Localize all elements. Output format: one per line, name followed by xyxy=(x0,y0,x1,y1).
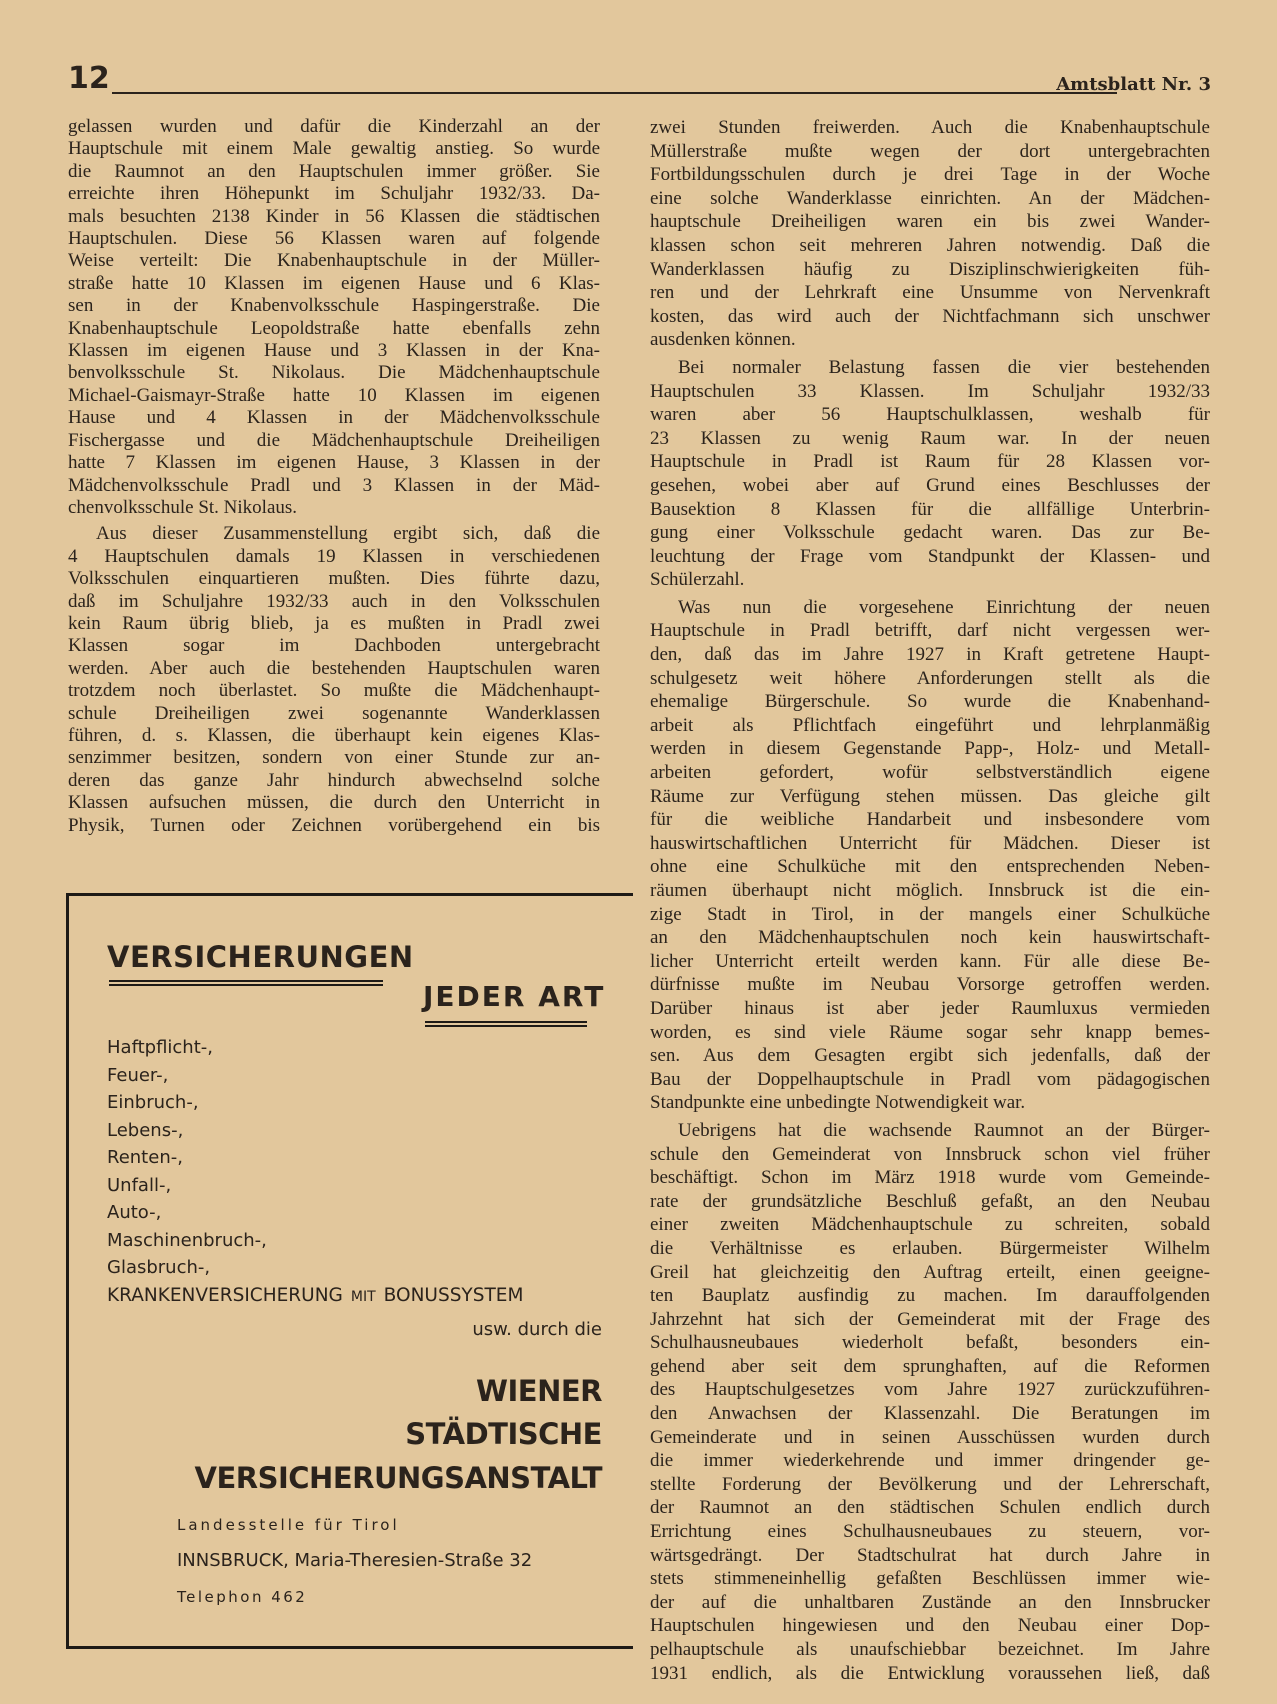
text-line: schule den Gemeinderat von Innsbruck schon viel früher xyxy=(650,1143,1210,1165)
text-line: hauptschule Dreiheiligen waren ein bis zwei Wander- xyxy=(650,211,1210,233)
text-line: ausdenken können. xyxy=(650,329,796,351)
text-line: Schülerzahl. xyxy=(650,569,745,591)
text-line: Wanderklassen häufig zu Disziplinschwierigkeiten füh- xyxy=(650,258,1210,280)
text-line: Bau der Doppelhauptschule in Pradl vom pädagogischen xyxy=(650,1068,1210,1090)
ad-phone: Telephon 462 xyxy=(177,1588,308,1606)
text-line: klassen schon seit mehreren Jahren notwendig. Daß die xyxy=(650,234,1210,256)
text-line: Physik, Turnen oder Zeichnen vorübergehend ein bis xyxy=(68,814,600,836)
ad-health-main: KRANKENVERSICHERUNG xyxy=(107,1285,343,1306)
text-line: trotzdem noch überlastet. So mußte die Mädchenhaupt- xyxy=(68,680,600,702)
text-line: stellte Forderung der Bevölkerung und der Lehrerschaft, xyxy=(650,1473,1210,1495)
text-line: Bei normaler Belastung fassen die vier bestehenden xyxy=(678,356,1210,378)
text-line: ren und der Lehrkraft eine Unsumme von Nervenkraft xyxy=(650,282,1210,304)
paragraph xyxy=(68,116,600,519)
text-line: worden, es sind viele Räume sogar sehr knapp bemes- xyxy=(650,1021,1210,1043)
text-line: an den Mädchenhauptschulen noch kein hauswirtschaft- xyxy=(650,927,1210,949)
ad-address: INNSBRUCK, Maria-Theresien-Straße 32 xyxy=(177,1550,533,1571)
insurance-type-list xyxy=(107,1034,267,1282)
text-line: mals besuchten 2138 Kinder in 56 Klassen die städtischen xyxy=(68,205,600,227)
text-line: Volksschulen einquartieren mußten. Dies führte dazu, xyxy=(68,568,600,590)
text-line: räumen überhaupt nicht möglich. Innsbruck ist die ein- xyxy=(650,880,1210,901)
text-line: zwei Stunden freiwerden. Auch die Knabenhauptschule xyxy=(650,117,1210,138)
text-line: die Verhältnisse es erlauben. Bürgermeister Wilhelm xyxy=(650,1237,1210,1259)
text-line: Müllerstraße mußte wegen der dort untergebrachten xyxy=(650,140,1210,162)
ad-health-system: BONUSSYSTEM xyxy=(383,1285,524,1306)
paragraph xyxy=(68,523,600,837)
text-line: kosten, das wird auch der Nichtfachmann sich unschwer xyxy=(650,305,1210,327)
text-line: 23 Klassen zu wenig Raum war. In der neuen xyxy=(650,427,1210,449)
left-text-column xyxy=(68,116,600,841)
text-line: den, daß das im Jahre 1927 in Kraft getretene Haupt- xyxy=(650,644,1210,666)
text-line: Hause und 4 Klassen in der Mädchenvolksschule xyxy=(68,407,600,429)
ad-double-rule xyxy=(425,1021,587,1027)
insurance-type-item: Einbruch-, xyxy=(107,1092,199,1113)
text-line: Klassen im eigenen Hause und 3 Klassen in der Kna- xyxy=(68,340,600,362)
text-line: der Raumnot an den städtischen Schulen endlich durch xyxy=(650,1497,1210,1519)
ad-health-insurance xyxy=(107,1285,523,1306)
text-line: Räume zur Verfügung stehen müssen. Das gleiche gilt xyxy=(650,785,1210,807)
text-line: Mädchenvolksschule Pradl und 3 Klassen in der Mäd- xyxy=(68,474,600,496)
text-line: Greil hat gleichzeitig den Auftrag erteilt, einen geeigne- xyxy=(650,1261,1210,1283)
text-line: Bausektion 8 Klassen für die allfällige Unterbrin- xyxy=(650,498,1210,520)
text-line: erreichte ihren Höhepunkt im Schuljahr 1932/33. Da- xyxy=(68,183,600,205)
text-line: sen. Aus dem Gesagten ergibt sich jedenfalls, daß der xyxy=(650,1045,1210,1067)
text-line: führen, d. s. Klassen, die überhaupt kein eigenes Klas- xyxy=(68,724,600,746)
text-line: deren das ganze Jahr hindurch abwechselnd solche xyxy=(68,769,600,791)
text-line: ten Bauplatz ausfindig zu machen. Im darauffolgenden xyxy=(650,1285,1210,1307)
text-line: arbeit als Pflichtfach eingeführt und lehrplanmäßig xyxy=(650,714,1210,736)
text-line: zige Stadt in Tirol, in der mangels einer Schulküche xyxy=(650,903,1210,925)
text-line: beschäftigt. Schon im März 1918 wurde vom Gemeinde- xyxy=(650,1167,1210,1189)
text-line: Knabenhauptschule Leopoldstraße hatte ebenfalls zehn xyxy=(68,317,600,339)
page-number: 12 xyxy=(68,61,110,96)
text-line: Uebrigens hat die wachsende Raumnot an der Bürger- xyxy=(678,1119,1210,1141)
text-line: einer zweiten Mädchenhauptschule zu schreiten, sobald xyxy=(650,1214,1210,1236)
text-line: gehend aber seit dem sprunghaften, auf die Reformen xyxy=(650,1355,1210,1377)
text-line: Hauptschulen hingewiesen und den Neubau einer Dop- xyxy=(650,1615,1210,1637)
text-line: werden. Aber auch die bestehenden Hauptschulen waren xyxy=(68,657,600,679)
text-line: Hauptschulen 33 Klassen. Im Schuljahr 1932/33 xyxy=(650,380,1210,402)
text-line: rate der grundsätzliche Beschluß gefaßt, an den Neubau xyxy=(650,1190,1210,1212)
ad-company-line: STÄDTISCHE xyxy=(405,1417,602,1451)
text-line: gung einer Volksschule gedacht waren. Das zur Be- xyxy=(650,522,1210,544)
text-line: Fischergasse und die Mädchenhauptschule Dreiheiligen xyxy=(68,429,600,451)
text-line: des Hauptschulgesetzes vom Jahre 1927 zurückzuführen- xyxy=(650,1379,1210,1401)
paragraph xyxy=(650,596,1210,1115)
text-line: Fortbildungsschulen durch je drei Tage in der Woche xyxy=(650,164,1210,186)
ad-company-line: VERSICHERUNGSANSTALT xyxy=(194,1461,602,1495)
paragraph xyxy=(650,356,1210,592)
text-line: dürfnisse mußte im Neubau Vorsorge getroffen werden. xyxy=(650,974,1210,996)
text-line: hatte 7 Klassen im eigenen Hause, 3 Klassen in der xyxy=(68,452,600,474)
text-line: Darüber hinaus ist aber jeder Raumluxus vermieden xyxy=(650,997,1210,1019)
text-line: ehemalige Bürgerschule. So wurde die Knabenhand- xyxy=(650,691,1210,713)
ad-headline: VERSICHERUNGEN xyxy=(107,940,414,974)
insurance-type-item: Feuer-, xyxy=(107,1064,169,1086)
text-line: hauswirtschaftlichen Unterricht für Mädchen. Dieser ist xyxy=(650,832,1210,854)
text-line: gelassen wurden und dafür die Kinderzahl an der xyxy=(68,116,600,137)
text-line: 1931 endlich, als die Entwicklung voraussehen ließ, daß xyxy=(650,1662,1210,1684)
text-line: senzimmer besitzen, sondern von einer Stunde zur an- xyxy=(68,747,600,769)
right-text-column xyxy=(650,116,1210,1689)
text-line: sen in der Knabenvolksschule Haspingerstraße. Die xyxy=(68,295,600,317)
text-line: Hauptschule in Pradl betrifft, darf nicht vergessen wer- xyxy=(650,620,1210,642)
text-line: eine solche Wanderklasse einrichten. An der Mädchen- xyxy=(650,187,1210,209)
text-line: Standpunkte eine unbedingte Notwendigkeit war. xyxy=(650,1092,1026,1114)
text-line: schulgesetz weit höhere Anforderungen stellt als die xyxy=(650,667,1210,689)
text-line: Hauptschulen. Diese 56 Klassen waren auf folgende xyxy=(68,228,600,250)
paragraph xyxy=(650,116,1210,352)
text-line: die Raumnot an den Hauptschulen immer größer. Sie xyxy=(68,160,600,182)
text-line: für die weibliche Handarbeit und insbesondere vom xyxy=(650,809,1210,831)
text-line: straße hatte 10 Klassen im eigenen Hause und 6 Klas- xyxy=(68,272,600,294)
text-line: ohne eine Schulküche mit den entsprechenden Neben- xyxy=(650,856,1210,878)
ad-through-text: usw. durch die xyxy=(472,1319,602,1340)
text-line: leuchtung der Frage vom Standpunkt der Klassen- und xyxy=(650,545,1210,567)
text-line: 4 Hauptschulen damals 19 Klassen in verschiedenen xyxy=(68,545,600,567)
text-line: benvolksschule St. Nikolaus. Die Mädchenhauptschule xyxy=(68,362,600,384)
insurance-advertisement xyxy=(66,893,633,1649)
text-line: chenvolksschule St. Nikolaus. xyxy=(68,496,298,518)
paragraph xyxy=(650,1119,1210,1685)
text-line: kein Raum übrig blieb, ja es mußten in Pradl zwei xyxy=(68,612,600,634)
text-line: stets stimmeneinhellig gefaßten Beschlüssen immer wie- xyxy=(650,1568,1210,1590)
insurance-type-item: Glasbruch-, xyxy=(107,1257,211,1278)
text-line: Aus dieser Zusammenstellung ergibt sich, daß die xyxy=(96,523,600,545)
text-line: Michael-Gaismayr-Straße hatte 10 Klassen im eigenen xyxy=(68,384,600,406)
text-line: daß im Schuljahre 1932/33 auch in den Volksschulen xyxy=(68,590,600,612)
insurance-type-item: Lebens-, xyxy=(107,1119,184,1141)
publication-title: Amtsblatt Nr. 3 xyxy=(1056,74,1211,95)
text-line: Jahrzehnt hat sich der Gemeinderat mit der Frage des xyxy=(650,1308,1210,1330)
text-line: arbeiten gefordert, wofür selbstverständlich eigene xyxy=(650,762,1210,784)
text-line: schule Dreiheiligen zwei sogenannte Wanderklassen xyxy=(68,702,600,724)
text-line: Weise verteilt: Die Knabenhauptschule in der Müller- xyxy=(68,250,600,272)
insurance-type-item: Maschinenbruch-, xyxy=(107,1229,267,1251)
ad-double-rule xyxy=(109,980,383,986)
ad-company-line: WIENER xyxy=(476,1374,602,1408)
text-line: Was nun die vorgesehene Einrichtung der neuen xyxy=(678,596,1210,618)
insurance-type-item: Renten-, xyxy=(107,1147,183,1168)
ad-office: Landesstelle für Tirol xyxy=(177,1516,400,1534)
ad-health-mit: MIT xyxy=(350,1289,376,1305)
header-rule xyxy=(112,92,1117,94)
text-line: der auf die unhaltbaren Zustände an den Innsbrucker xyxy=(650,1591,1210,1613)
text-line: Klassen sogar im Dachboden untergebracht xyxy=(68,635,600,657)
text-line: wärtsgedrängt. Der Stadtschulrat hat durch Jahre in xyxy=(650,1544,1210,1566)
text-line: Hauptschule in Pradl ist Raum für 28 Klassen vor- xyxy=(650,451,1210,473)
text-line: Hauptschule mit einem Male gewaltig anstieg. So wurde xyxy=(68,138,600,160)
text-line: werden in diesem Gegenstande Papp-, Holz- und Metall- xyxy=(650,738,1210,760)
text-line: licher Unterricht erteilt werden kann. Für alle diese Be- xyxy=(650,950,1210,972)
insurance-type-item: Haftpflicht-, xyxy=(107,1037,213,1058)
text-line: den Anwachsen der Klassenzahl. Die Beratungen im xyxy=(650,1403,1210,1425)
text-line: Gemeinderate und in seinen Ausschüssen wurden durch xyxy=(650,1426,1210,1448)
insurance-type-item: Auto-, xyxy=(107,1202,162,1223)
insurance-type-item: Unfall-, xyxy=(107,1174,172,1196)
text-line: gesehen, wobei aber auf Grund eines Beschlusses der xyxy=(650,474,1210,496)
text-line: die immer wiederkehrende und immer dringender ge- xyxy=(650,1450,1210,1472)
text-line: Schulhausneubaues wiederholt befaßt, besonders ein- xyxy=(650,1332,1210,1354)
text-line: Errichtung eines Schulhausneubaues zu steuern, vor- xyxy=(650,1521,1210,1543)
ad-subheadline: JEDER ART xyxy=(423,980,606,1013)
text-line: waren aber 56 Hauptschulklassen, weshalb für xyxy=(650,404,1210,426)
text-line: Klassen aufsuchen müssen, die durch den Unterricht in xyxy=(68,792,600,814)
text-line: pelhauptschule als unaufschiebbar bezeichnet. Im Jahre xyxy=(650,1639,1210,1660)
